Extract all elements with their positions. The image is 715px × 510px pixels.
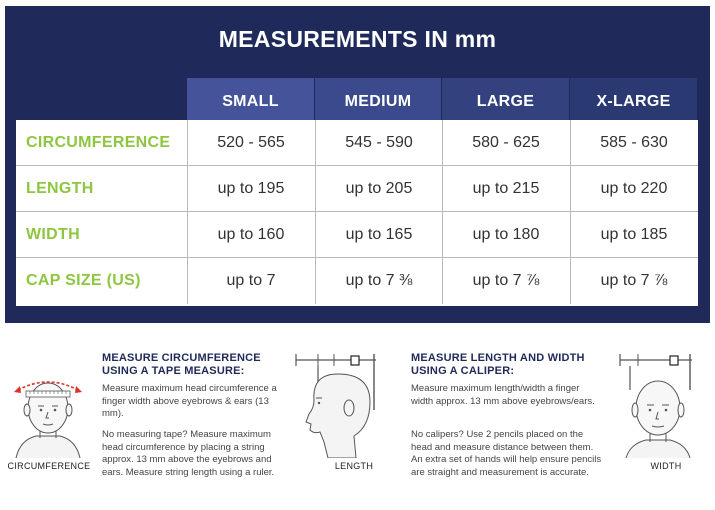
table-row-circumference [16,120,698,166]
table-cell: up to 7 ⅞ [570,258,697,304]
caliper-instructions-paragraph-2: No calipers? Use 2 pencils placed on the head and measure distance between them. An extra set of hands will help ensure pencils are straight and measurement is accurate. [411,429,602,478]
table-cell: up to 180 [442,212,569,258]
row-label: WIDTH [26,226,80,243]
row-label: LENGTH [26,180,94,197]
tape-title-line1: MEASURE CIRCUMFERENCE [102,352,261,364]
table-row-cap-size [16,258,698,304]
table-cell: up to 7 ⅞ [442,258,569,304]
chart-title: MEASUREMENTS IN mm [218,26,497,52]
caliper-instructions-paragraph-1: Measure maximum length/width a finger width approx. 13 mm above eyebrows/ears. [411,383,595,407]
tape-instructions-paragraph-2: No measuring tape? Measure maximum head circumference by placing a string approx. 13 mm above the eyebrows and ears. Measure string length using a ruler. [102,429,275,478]
head-front-caliper-illustration [616,350,700,458]
table-cell: 545 - 590 [315,120,442,166]
head-profile-caliper-illustration [294,350,384,458]
tape-instructions-title [102,352,292,378]
row-label: CAP SIZE (US) [26,272,141,289]
caliper-title-line1: MEASURE LENGTH AND WIDTH [411,352,585,364]
figure-label-circumference: CIRCUMFERENCE [7,461,91,471]
figure-label-length: LENGTH [334,461,374,471]
figure-label-width: WIDTH [650,461,682,471]
table-cell: up to 185 [570,212,697,258]
table-cell: up to 165 [315,212,442,258]
size-table [16,120,698,306]
table-cell: up to 160 [187,212,314,258]
table-cell: up to 205 [315,166,442,212]
tape-title-line2: USING A TAPE MEASURE: [102,365,245,377]
column-header-large: LARGE [442,78,569,126]
table-cell: up to 195 [187,166,314,212]
head-tape-measure-illustration [6,370,90,458]
size-chart-panel [5,6,710,323]
table-cell: up to 7 [187,258,314,304]
caliper-title-line2: USING A CALIPER: [411,365,515,377]
table-cell: 520 - 565 [187,120,314,166]
table-cell: 580 - 625 [442,120,569,166]
column-header-small: SMALL [187,78,314,126]
table-cell: 585 - 630 [570,120,697,166]
table-row-length [16,166,698,212]
measuring-guide [0,330,715,510]
table-row-width [16,212,698,258]
caliper-instructions-title [411,352,611,378]
column-header-x-large: X-LARGE [570,78,697,126]
row-label: CIRCUMFERENCE [26,134,171,151]
column-header-medium: MEDIUM [315,78,441,126]
table-cell: up to 7 ⅜ [315,258,442,304]
table-cell: up to 215 [442,166,569,212]
table-cell: up to 220 [570,166,697,212]
tape-instructions-paragraph-1: Measure maximum head circumference a finger width above eyebrows & ears (13 mm). [102,383,277,419]
